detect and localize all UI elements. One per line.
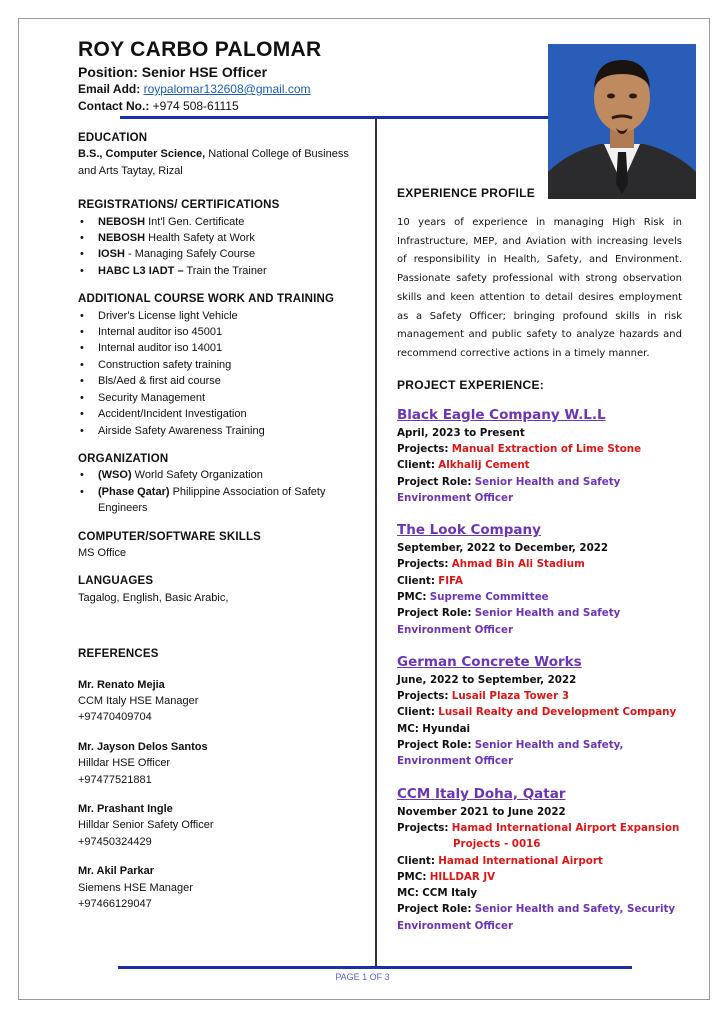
- header-divider: [120, 116, 560, 119]
- field-value: Senior Health and Safety Environment Officer: [397, 475, 621, 504]
- job-pmc: [397, 589, 682, 605]
- page-number: PAGE 1 OF 3: [335, 972, 390, 982]
- list-item: [78, 467, 370, 483]
- job-entry: [397, 406, 682, 506]
- company-name: CCM Italy Doha, Qatar: [397, 785, 566, 802]
- list-item: • Internal auditor iso 45001: [78, 324, 370, 340]
- cert-name: IOSH: [98, 248, 125, 261]
- job-dates: November 2021 to June 2022: [397, 805, 566, 818]
- field-value: Hyundai: [422, 722, 471, 735]
- job-client: [397, 704, 682, 720]
- field-label: Project Role:: [397, 739, 472, 752]
- skills-heading: COMPUTER/SOFTWARE SKILLS: [78, 530, 262, 543]
- job-projects: [397, 820, 682, 836]
- reference-entry: [78, 863, 370, 912]
- field-label: Projects:: [397, 442, 449, 455]
- job-entry: [397, 653, 682, 770]
- job-role: [397, 737, 682, 770]
- organization-section: [78, 451, 370, 517]
- job-projects-cont: Projects - 0016: [453, 838, 541, 851]
- field-label: Client:: [397, 854, 435, 867]
- field-label: Projects:: [397, 558, 449, 571]
- training-heading: ADDITIONAL COURSE WORK AND TRAINING: [78, 293, 335, 306]
- reference-phone: +97477521881: [78, 773, 152, 786]
- job-dates: September, 2022 to December, 2022: [397, 542, 609, 555]
- languages-text: Tagalog, English, Basic Arabic,: [78, 591, 229, 604]
- references-heading: REFERENCES: [78, 648, 159, 661]
- reference-name: Mr. Prashant Ingle: [78, 803, 173, 815]
- reference-role: Siemens HSE Manager: [78, 881, 193, 894]
- reference-role: CCM Italy HSE Manager: [78, 694, 199, 707]
- reference-name: Mr. Jayson Delos Santos: [78, 740, 208, 753]
- org-name: World Safety Organization: [134, 469, 263, 482]
- job-role: [397, 901, 682, 934]
- projects-heading: PROJECT EXPERIENCE:: [397, 377, 545, 392]
- contact-number: +974 508-61115: [152, 99, 239, 113]
- job-role: [397, 474, 682, 507]
- company-name: Black Eagle Company W.L.L: [397, 406, 606, 423]
- profile-photo: [548, 44, 696, 199]
- job-projects: [397, 441, 682, 457]
- field-label: Project Role:: [397, 607, 472, 620]
- list-item: • Airside Safety Awareness Training: [78, 423, 370, 439]
- job-dates: April, 2023 to Present: [397, 426, 525, 439]
- list-item: • Bls/Aed & first aid course: [78, 373, 370, 389]
- reference-role: Hilldar Senior Safety Officer: [78, 819, 214, 832]
- cert-name: HABC L3 IADT –: [98, 264, 184, 277]
- contact-line: [78, 99, 239, 113]
- languages-heading: LANGUAGES: [78, 575, 154, 588]
- field-label: Client:: [397, 459, 435, 472]
- registrations-heading: REGISTRATIONS/ CERTIFICATIONS: [78, 199, 280, 212]
- job-mc: [397, 885, 682, 901]
- list-item: [78, 214, 370, 230]
- experience-summary: 10 years of experience in managing High Risk in Infrastructure, MEP, and Aviation with increasing levels of responsibility in Health, Safety, and Environment. Passionate safety professional with strong observation skills and keen attention to detail desires employment as a Safety Officer; bringing profound skills in risk management and public safety to analyze hazards and recommend corrective actions in a timely manner.: [397, 217, 682, 359]
- email-line: [78, 82, 311, 96]
- field-label: MC:: [397, 722, 419, 735]
- field-value: Hamad International Airport: [438, 854, 603, 867]
- company-name: The Look Company: [397, 522, 541, 539]
- field-value: Senior Health and Safety Environment Officer: [397, 607, 621, 636]
- list-item: [78, 263, 370, 279]
- column-divider: [375, 118, 377, 966]
- field-value: FIFA: [438, 574, 463, 587]
- field-value: Lusail Plaza Tower 3: [451, 690, 569, 703]
- languages-section: [78, 573, 370, 606]
- job-entry: [397, 521, 682, 638]
- registrations-list: [78, 214, 370, 280]
- field-value: HILLDAR JV: [429, 870, 496, 883]
- job-client: [397, 573, 682, 589]
- registrations-section: [78, 197, 370, 279]
- field-value: CCM Italy: [422, 887, 478, 900]
- job-pmc: [397, 869, 682, 885]
- training-section: [78, 291, 370, 439]
- position-title: Position: Senior HSE Officer: [78, 64, 268, 80]
- left-column: [78, 130, 370, 925]
- candidate-name: ROY CARBO PALOMAR: [78, 38, 322, 61]
- field-value: Ahmad Bin Ali Stadium: [451, 558, 585, 571]
- list-item: • Security Management: [78, 390, 370, 406]
- list-item: [78, 246, 370, 262]
- cert-detail: Health Safety at Work: [148, 232, 255, 245]
- field-value: Supreme Committee: [429, 591, 549, 603]
- reference-role: Hilldar HSE Officer: [78, 757, 171, 770]
- field-label: Client:: [397, 574, 435, 587]
- field-label: Project Role:: [397, 475, 472, 488]
- list-item: • Accident/Incident Investigation: [78, 406, 370, 422]
- field-label: MC:: [397, 887, 419, 900]
- skills-section: [78, 529, 370, 562]
- cert-detail: Train the Trainer: [186, 264, 267, 277]
- org-abbr: (WSO): [98, 469, 132, 482]
- list-item: • Driver's License light Vehicle: [78, 308, 370, 324]
- education-section: [78, 130, 370, 179]
- organization-heading: ORGANIZATION: [78, 452, 169, 465]
- skills-text: MS Office: [78, 546, 127, 559]
- field-label: PMC:: [397, 591, 427, 603]
- field-label: Client:: [397, 706, 435, 719]
- field-label: Project Role:: [397, 903, 472, 916]
- field-value: Alkhalij Cement: [438, 459, 530, 472]
- organization-list: [78, 467, 370, 516]
- reference-entry: [78, 677, 370, 726]
- job-client: [397, 853, 682, 869]
- email-link[interactable]: roypalomar132608@gmail.com: [143, 82, 311, 96]
- right-column: [397, 186, 682, 949]
- org-abbr: (Phase Qatar): [98, 485, 170, 498]
- education-school: National College of Business and Arts Taytay, Rizal: [78, 148, 349, 177]
- reference-entry: [78, 739, 370, 788]
- job-client: [397, 457, 682, 473]
- contact-label: Contact No.:: [78, 99, 150, 113]
- field-value: Lusail Realty and Development Company: [438, 706, 677, 719]
- reference-phone: +97470409704: [78, 711, 152, 724]
- job-entry: [397, 785, 682, 934]
- education-degree: B.S., Computer Science,: [78, 148, 206, 161]
- list-item: • Construction safety training: [78, 357, 370, 373]
- job-projects: [397, 556, 682, 572]
- reference-phone: +97466129047: [78, 898, 152, 911]
- org-name: Philippine Association of Safety Engineers: [98, 485, 326, 515]
- training-list: [78, 308, 370, 439]
- cert-detail: Int'l Gen. Certificate: [148, 215, 245, 228]
- job-mc: [397, 721, 682, 737]
- field-value: Senior Health and Safety, Security Environment Officer: [397, 903, 676, 932]
- field-value: Senior Health and Safety, Environment Officer: [397, 739, 624, 768]
- cert-detail: - Managing Safely Course: [127, 248, 256, 261]
- email-label: Email Add:: [78, 82, 141, 96]
- education-detail: [78, 146, 370, 179]
- list-item: [78, 230, 370, 246]
- list-item: • Internal auditor iso 14001: [78, 340, 370, 356]
- reference-entry: [78, 801, 370, 850]
- job-role: [397, 605, 682, 638]
- job-projects: [397, 688, 682, 704]
- field-label: PMC:: [397, 870, 427, 883]
- education-heading: EDUCATION: [78, 132, 148, 144]
- company-name: German Concrete Works: [397, 653, 582, 670]
- references-section: [78, 646, 370, 912]
- field-value: Hamad International Airport Expansion: [451, 821, 680, 834]
- reference-name: Mr. Renato Mejia: [78, 678, 165, 691]
- cert-name: NEBOSH: [98, 215, 146, 228]
- reference-phone: +97450324429: [78, 835, 152, 848]
- footer-divider: [118, 966, 632, 969]
- field-label: Projects:: [397, 821, 449, 834]
- list-item: [78, 484, 370, 517]
- cert-name: NEBOSH: [98, 232, 146, 245]
- reference-name: Mr. Akil Parkar: [78, 865, 155, 878]
- experience-heading: EXPERIENCE PROFILE: [397, 186, 536, 200]
- job-dates: June, 2022 to September, 2022: [397, 673, 577, 686]
- field-label: Projects:: [397, 690, 449, 703]
- field-value: Manual Extraction of Lime Stone: [451, 442, 642, 455]
